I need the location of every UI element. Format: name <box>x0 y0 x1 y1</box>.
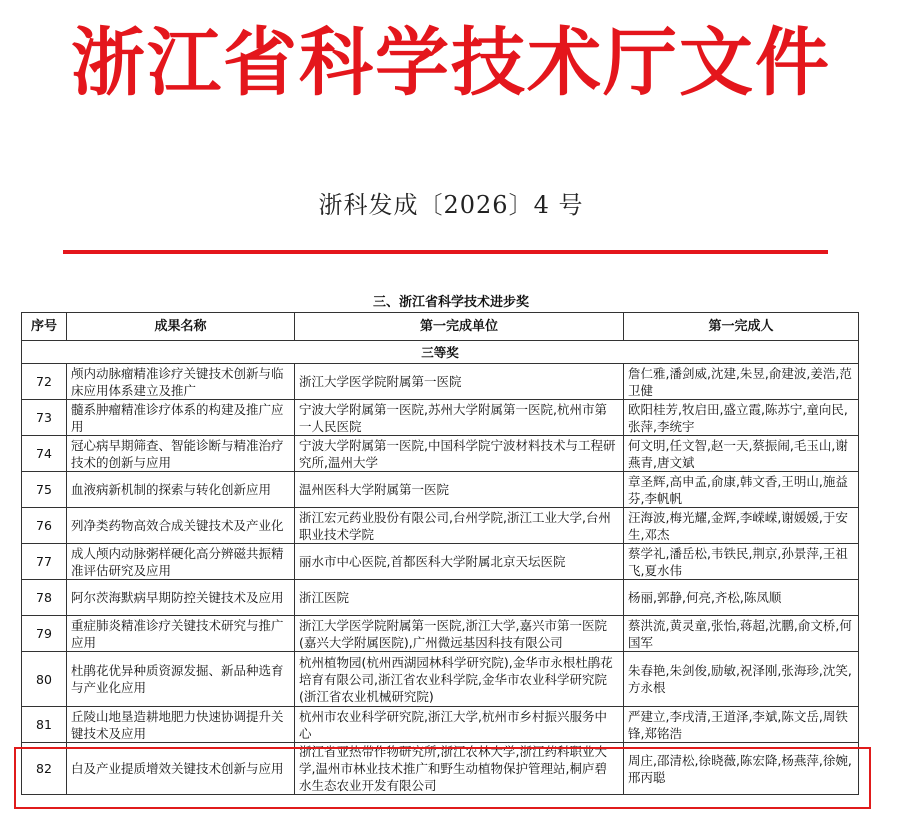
table-row <box>22 707 859 743</box>
award-table <box>21 312 859 795</box>
row-number: 77 <box>22 544 67 580</box>
column-header-person: 第一完成人 <box>624 313 859 341</box>
header-red-rule <box>63 250 828 254</box>
row-achievement-name: 杜鹃花优异种质资源发掘、新品种选育与产业化应用 <box>67 652 295 707</box>
row-first-unit: 宁波大学附属第一医院,苏州大学附属第一医院,杭州市第一人民医院 <box>295 400 624 436</box>
row-achievement-name: 丘陵山地垦造耕地肥力快速协调提升关键技术及应用 <box>67 707 295 743</box>
row-number: 80 <box>22 652 67 707</box>
row-achievement-name: 血液病新机制的探索与转化创新应用 <box>67 472 295 508</box>
row-first-person: 章圣辉,高申孟,俞康,韩文香,王明山,施益芬,李帆帆 <box>624 472 859 508</box>
row-first-unit: 温州医科大学附属第一医院 <box>295 472 624 508</box>
row-first-person: 汪海波,梅光耀,金辉,李嵘嵘,谢媛媛,于安生,邓杰 <box>624 508 859 544</box>
section-title: 三、浙江省科学技术进步奖 <box>372 295 529 310</box>
row-first-unit: 宁波大学附属第一医院,中国科学院宁波材料技术与工程研究所,温州大学 <box>295 436 624 472</box>
table-row <box>22 508 859 544</box>
row-number: 79 <box>22 616 67 652</box>
row-first-unit: 杭州植物园(杭州西湖园林科学研究院),金华市永根杜鹃花培育有限公司,浙江省农业科学院,金华市农业科学研究院(浙江省农业机械研究院) <box>295 652 624 707</box>
award-level-label: 三等奖 <box>22 341 859 364</box>
row-achievement-name: 列净类药物高效合成关键技术及产业化 <box>67 508 295 544</box>
row-achievement-name: 成人颅内动脉粥样硬化高分辨磁共振精准评估研究及应用 <box>67 544 295 580</box>
row-achievement-name: 阿尔茨海默病早期防控关键技术及应用 <box>67 580 295 616</box>
row-number: 82 <box>22 743 67 795</box>
row-first-person: 严建立,李戌清,王道泽,李斌,陈文岳,周铁锋,郑铭浩 <box>624 707 859 743</box>
row-first-person: 蔡洪流,黄灵童,张怡,蒋超,沈鹏,俞文桥,何国军 <box>624 616 859 652</box>
row-number: 76 <box>22 508 67 544</box>
table-row <box>22 743 859 795</box>
award-level-row <box>22 341 859 364</box>
row-first-person: 詹仁雅,潘剑威,沈建,朱昱,俞建波,姜浩,范卫健 <box>624 364 859 400</box>
row-achievement-name: 髓系肿瘤精准诊疗体系的构建及推广应用 <box>67 400 295 436</box>
row-achievement-name: 冠心病早期筛查、智能诊断与精准治疗技术的创新与应用 <box>67 436 295 472</box>
row-number: 72 <box>22 364 67 400</box>
row-number: 74 <box>22 436 67 472</box>
row-first-person: 蔡学礼,潘岳松,韦铁民,荆京,孙景萍,王祖飞,夏水伟 <box>624 544 859 580</box>
column-header-name: 成果名称 <box>67 313 295 341</box>
table-row <box>22 580 859 616</box>
row-number: 75 <box>22 472 67 508</box>
row-first-person: 朱春艳,朱剑俊,励敏,祝泽刚,张海珍,沈笑,方永根 <box>624 652 859 707</box>
row-first-unit: 杭州市农业科学研究院,浙江大学,杭州市乡村振兴服务中心 <box>295 707 624 743</box>
row-achievement-name: 颅内动脉瘤精准诊疗关键技术创新与临床应用体系建立及推广 <box>67 364 295 400</box>
table-row <box>22 544 859 580</box>
table-row <box>22 436 859 472</box>
row-first-person: 杨丽,郭静,何亮,齐松,陈凤顺 <box>624 580 859 616</box>
row-first-unit: 浙江宏元药业股份有限公司,台州学院,浙江工业大学,台州职业技术学院 <box>295 508 624 544</box>
column-header-no: 序号 <box>22 313 67 341</box>
document-header-title: 浙江省科学技术厅文件 <box>71 20 831 106</box>
row-number: 73 <box>22 400 67 436</box>
row-achievement-name: 白及产业提质增效关键技术创新与应用 <box>67 743 295 795</box>
row-first-unit: 丽水市中心医院,首都医科大学附属北京天坛医院 <box>295 544 624 580</box>
table-row <box>22 364 859 400</box>
table-row <box>22 616 859 652</box>
row-number: 81 <box>22 707 67 743</box>
row-number: 78 <box>22 580 67 616</box>
row-first-person: 周庄,邵清松,徐晓薇,陈宏降,杨燕萍,徐婉,邢丙聪 <box>624 743 859 795</box>
row-first-person: 何文明,任文智,赵一天,蔡振闹,毛玉山,谢燕青,唐文斌 <box>624 436 859 472</box>
row-achievement-name: 重症肺炎精准诊疗关键技术研究与推广应用 <box>67 616 295 652</box>
table-row <box>22 652 859 707</box>
row-first-unit: 浙江省亚热带作物研究所,浙江农林大学,浙江药科职业大学,温州市林业技术推广和野生动植物保护管理站,桐庐碧水生态农业开发有限公司 <box>295 743 624 795</box>
row-first-person: 欧阳桂芳,牧启田,盛立霞,陈苏宁,童向民,张萍,李统宇 <box>624 400 859 436</box>
row-first-unit: 浙江大学医学院附属第一医院 <box>295 364 624 400</box>
table-header-row <box>22 313 859 341</box>
document-number: 浙科发成〔2026〕4 号 <box>318 191 584 219</box>
row-first-unit: 浙江医院 <box>295 580 624 616</box>
table-row <box>22 400 859 436</box>
table-row <box>22 472 859 508</box>
row-first-unit: 浙江大学医学院附属第一医院,浙江大学,嘉兴市第一医院(嘉兴大学附属医院),广州微远基因科技有限公司 <box>295 616 624 652</box>
column-header-unit: 第一完成单位 <box>295 313 624 341</box>
